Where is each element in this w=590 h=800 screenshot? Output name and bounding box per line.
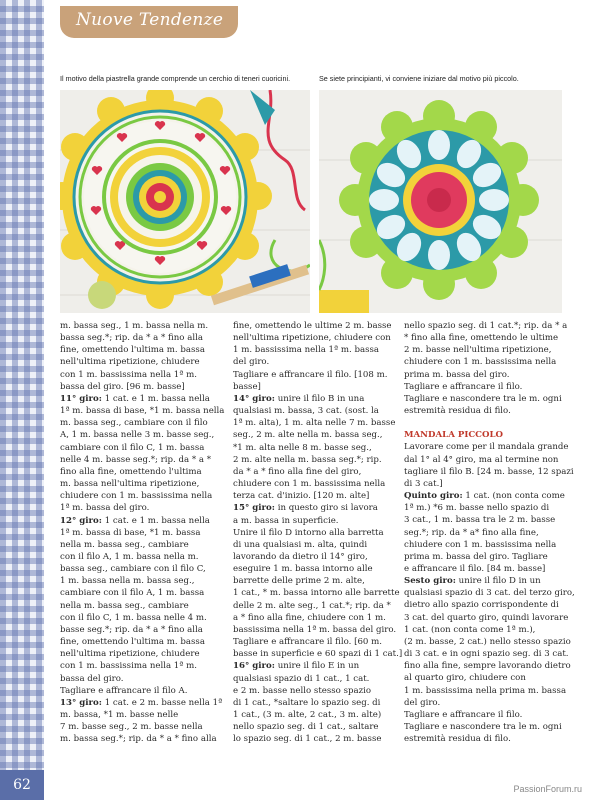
text-line: basse] xyxy=(233,381,261,392)
text-line: 1 cat., * m. bassa intorno alle barrette xyxy=(233,588,400,599)
text-line: * fino alla fine, omettendo le ultime xyxy=(404,333,559,344)
text-line: basse in superficie e 60 spazi di 1 cat.] xyxy=(233,649,403,660)
text-line: bassa seg.*; rip. da * a * fino alla xyxy=(60,333,203,344)
text-line: e 2 m. basse nello stesso spazio xyxy=(233,685,372,696)
text-line: 3 cat. del quarto giro, quindi lavorare xyxy=(404,612,569,623)
text-line: 2 m. alte nella m. bassa seg.*; rip. xyxy=(233,454,382,465)
text-line: con il filo A, 1 m. bassa nella m. xyxy=(60,551,199,562)
text-line: e affrancare il filo. [84 m. basse] xyxy=(404,563,546,574)
text-line: di una qualsiasi m. alta, quindi xyxy=(233,539,368,550)
text-line: 1 m. bassissima nella prima m. bassa xyxy=(404,685,567,696)
text-line: nello spazio seg. di 1 cat.*; rip. da * a xyxy=(404,321,568,331)
text-column-1 xyxy=(60,320,230,745)
text-line: seg., 2 m. alte nella m. bassa seg., xyxy=(233,430,383,441)
text-line: nella m. bassa seg., cambiare xyxy=(60,600,189,611)
caption-left: Il motivo della piastrella grande comprende un cerchio di teneri cuoricini. xyxy=(60,74,291,83)
text-line: di 3 cat.] xyxy=(404,478,443,489)
text-line: Tagliare e nascondere tra le m. ogni xyxy=(404,393,562,404)
text-line: bassa seg., cambiare con il filo C, xyxy=(60,564,206,575)
text-line: m. bassa, *1 m. basse nelle xyxy=(60,710,179,720)
text-line: 1ª m. bassa del giro. xyxy=(60,503,150,514)
text-line: fine, omettendo l'ultima m. bassa xyxy=(60,637,205,648)
text-line: tagliare il filo B. [24 m. basse, 12 spazi xyxy=(404,466,574,477)
text-line: nelle 4 m. basse seg.*; rip. da * a * xyxy=(60,454,212,465)
text-line: chiudere con 1 m. bassissima nella xyxy=(404,357,557,368)
text-line: Sesto giro: unire il filo D in un xyxy=(404,576,541,587)
text-line: Tagliare e affrancare il filo. [108 m. xyxy=(233,369,388,380)
text-line: estremità residua di filo. xyxy=(404,734,511,745)
text-line: chiudere con 1 m. bassissima nella xyxy=(233,479,386,490)
text-line: qualsiasi m. bassa, 3 cat. (sost. la xyxy=(233,406,379,417)
text-line: 1 cat. (non conta come 1ª m.), xyxy=(404,624,536,635)
text-line: 1 cat., (3 m. alte, 2 cat., 3 m. alte) xyxy=(233,710,382,720)
text-line: nello spazio seg. di 1 cat., saltare xyxy=(233,722,379,733)
text-line: Tagliare e affrancare il filo. xyxy=(404,709,523,720)
text-line: 3 cat., 1 m. bassa tra le 2 m. basse xyxy=(404,515,556,526)
text-line: 1 m. bassa nella m. bassa seg., xyxy=(60,576,195,587)
text-line: Tagliare e affrancare il filo. xyxy=(404,381,523,392)
text-line: m. bassa seg., cambiare con il filo xyxy=(60,418,208,429)
text-line: 1ª m. alta), 1 m. alta nelle 7 m. basse xyxy=(233,418,396,429)
text-line: 7 m. basse seg., 2 m. basse nella xyxy=(60,722,203,733)
text-line: 13° giro: 1 cat. e 2 m. basse nella 1ª xyxy=(60,697,223,708)
text-line: 14° giro: unire il filo B in una xyxy=(233,393,365,404)
text-line: basse seg.*; rip. da * a * fino alla xyxy=(60,624,203,635)
text-line: con 1 m. bassissima nella 1ª m. xyxy=(60,369,197,380)
text-line: prima m. bassa del giro. Tagliare xyxy=(404,551,548,562)
text-line: chiudere con 1 m. bassissima nella xyxy=(404,539,557,550)
text-line: 1ª m. bassa di base, *1 m. bassa xyxy=(60,527,201,538)
photo-small-mandala xyxy=(319,90,562,313)
text-line: 1ª m.) *6 m. basse nello spazio di xyxy=(404,503,550,514)
text-line: Tagliare e nascondere tra le m. ogni xyxy=(404,722,562,732)
text-line: delle 2 m. alte seg., 1 cat.*; rip. da * xyxy=(233,600,391,611)
text-line: fino alla fine, omettendo l'ultima xyxy=(60,466,202,477)
text-line: Lavorare come per il mandala grande xyxy=(404,442,569,453)
text-line: (2 m. basse, 2 cat.) nello stesso spazio xyxy=(404,636,571,647)
watermark: PassionForum.ru xyxy=(513,784,582,794)
text-line: m. bassa seg., 1 m. bassa nella m. xyxy=(60,321,209,331)
text-line: Quinto giro: 1 cat. (non conta come xyxy=(404,491,565,502)
text-line: lavorando da dietro il 14° giro, xyxy=(233,551,368,562)
text-line: bassissima nella 1ª m. bassa del giro. xyxy=(233,624,397,635)
text-line: dietro allo spazio corrispondente di xyxy=(404,600,559,611)
text-line: 2 m. basse nell'ultima ripetizione, xyxy=(404,345,552,356)
text-line: m. bassa seg.*; rip. da * a * fino alla xyxy=(60,734,217,745)
caption-right: Se siete principianti, vi conviene iniziare dal motivo più piccolo. xyxy=(319,74,519,83)
section-banner xyxy=(60,6,238,38)
text-line: 12° giro: 1 cat. e 1 m. bassa nella xyxy=(60,515,210,526)
text-line: 16° giro: unire il filo E in un xyxy=(233,661,360,672)
gingham-border xyxy=(0,0,44,800)
text-line: 15° giro: in questo giro si lavora xyxy=(233,503,378,514)
text-line: Tagliare e affrancare il filo. [60 m. xyxy=(233,637,383,648)
text-line: terza cat. d'inizio. [120 m. alte] xyxy=(233,491,370,502)
text-line: 1ª m. bassa di base, *1 m. bassa nella xyxy=(60,406,225,417)
text-line: 1 m. bassissima nella 1ª m. bassa xyxy=(233,345,380,356)
text-line: qualsiasi spazio di 1 cat., 1 cat. xyxy=(233,673,370,684)
text-line: nell'ultima ripetizione, chiudere con xyxy=(233,333,391,344)
text-line: *1 m. alta nelle 8 m. basse seg., xyxy=(233,442,372,453)
text-line: chiudere con 1 m. bassissima nella xyxy=(60,491,213,502)
text-line: prima m. bassa del giro. xyxy=(404,369,510,380)
text-line: da * a * fino alla fine del giro, xyxy=(233,466,362,477)
page-number: 62 xyxy=(0,770,44,800)
text-line: Tagliare e affrancare il filo A. xyxy=(60,685,188,696)
text-line: estremità residua di filo. xyxy=(404,406,511,417)
section-title-mandala-piccolo: MANDALA PICCOLO xyxy=(404,430,504,441)
text-line: eseguire 1 m. bassa intorno alle xyxy=(233,564,373,575)
text-line: con 1 m. bassissima nella 1ª m. xyxy=(60,661,197,672)
text-line: nell'ultima ripetizione, chiudere xyxy=(60,649,200,660)
text-line: di 3 cat. e in ogni spazio seg. di 3 cat. xyxy=(404,649,569,660)
text-line: nell'ultima ripetizione, chiudere xyxy=(60,357,200,368)
banner-title: Nuove Tendenze xyxy=(76,10,224,30)
text-line: lo spazio seg. di 1 cat., 2 m. basse xyxy=(233,734,382,745)
text-line: a * fino alla fine, chiudere con 1 m. xyxy=(233,612,386,623)
photo-large-mandala xyxy=(60,90,310,313)
text-column-2 xyxy=(233,320,403,745)
text-line: con il filo C, 1 m. bassa nelle 4 m. xyxy=(60,612,207,623)
text-line: 11° giro: 1 cat. e 1 m. bassa nella xyxy=(60,393,210,404)
text-line: Unire il filo D intorno alla barretta xyxy=(233,527,384,538)
text-column-3 xyxy=(404,320,574,745)
text-line: qualsiasi spazio di 3 cat. del terzo giro, xyxy=(404,588,575,599)
text-line: del giro. xyxy=(404,697,441,708)
text-line: del giro. xyxy=(233,357,270,368)
text-line: bassa del giro. [96 m. basse] xyxy=(60,381,185,392)
text-line: a m. bassa in superficie. xyxy=(233,515,339,526)
text-line: fino alla fine, sempre lavorando dietro xyxy=(404,661,571,672)
text-line: seg.*; rip. da * a* fino alla fine, xyxy=(404,527,539,538)
text-line: fine, omettendo le ultime 2 m. basse xyxy=(233,321,392,331)
text-line: m. bassa nell'ultima ripetizione, xyxy=(60,479,200,490)
text-line: A, 1 m. bassa nelle 3 m. basse seg., xyxy=(60,430,215,441)
text-line: al quarto giro, chiudere con xyxy=(404,673,526,684)
text-line: di 1 cat., *saltare lo spazio seg. di xyxy=(233,697,381,708)
text-line: cambiare con il filo C, 1 m. bassa xyxy=(60,442,205,453)
text-line: bassa del giro. xyxy=(60,673,124,684)
text-line: dal 1° al 4° giro, ma al termine non xyxy=(404,454,559,465)
text-line: cambiare con il filo A, 1 m. bassa xyxy=(60,588,205,599)
text-line: fine, omettendo l'ultima m. bassa xyxy=(60,345,205,356)
text-line: barrette delle prime 2 m. alte, xyxy=(233,576,365,587)
text-line: nella m. bassa seg., cambiare xyxy=(60,539,189,550)
